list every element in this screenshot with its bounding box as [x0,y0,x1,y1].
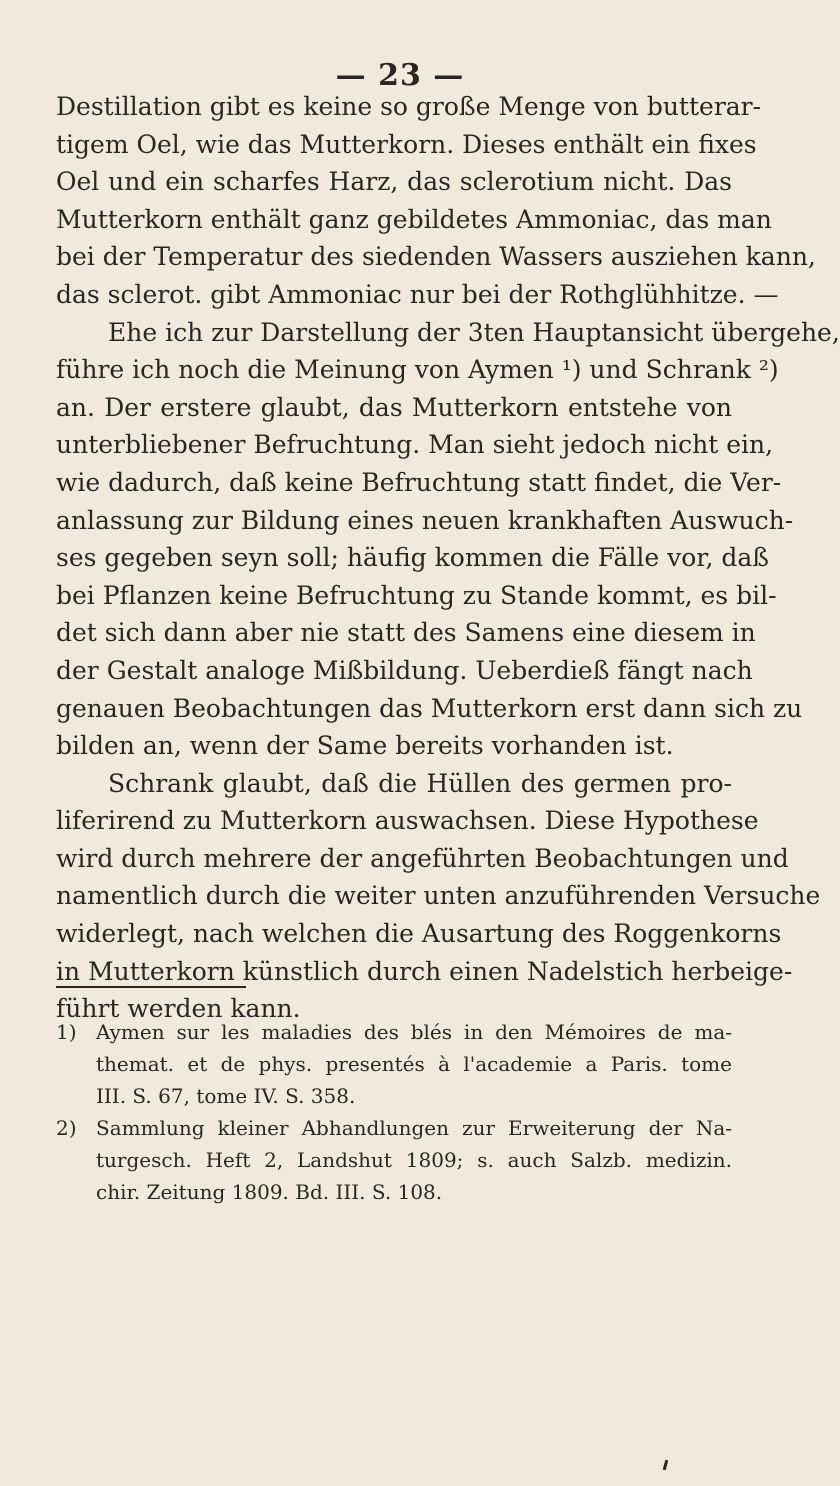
text-line: tigem Oel, wie das Mutterkorn. Dieses enthält ein fixes [56,129,757,159]
text-line: liferirend zu Mutterkorn auswachsen. Diese Hypothese [56,806,759,836]
text-line: wie dadurch, daß keine Befruchtung statt findet, die Ver- [56,467,782,497]
text-line: führt werden kann. [56,994,301,1024]
page-number: — 23 — [335,58,465,93]
body-text [56,88,840,1028]
text-line: an. Der erstere glaubt, das Mutterkorn entstehe von [56,392,732,422]
footnote-2-line [56,1112,732,1144]
text-line: ses gegeben seyn soll; häufig kommen die Fälle vor, daß [56,543,769,573]
text-line: Schrank glaubt, daß die Hüllen des germen pro- [108,768,732,798]
text-line: führe ich noch die Meinung von Aymen ¹) und Schrank ²) [56,355,779,385]
footnotes [56,1016,732,1208]
text-line: Destillation gibt es keine so große Menge von butterar- [56,92,762,121]
footnote-2-line: turgesch. Heft 2, Landshut 1809; s. auch Salzb. medizin. [96,1148,732,1172]
text-line: das sclerot. gibt Ammoniac nur bei der Rothglühhitze. — [56,279,779,309]
print-mark [663,1460,668,1470]
text-line: Mutterkorn enthält ganz gebildetes Ammoniac, das man [56,204,772,234]
footnote-1-line: themat. et de phys. presentés à l'academie a Paris. tome [96,1052,732,1076]
text-line: der Gestalt analoge Mißbildung. Ueberdieß fängt nach [56,655,753,685]
text-line: bei Pflanzen keine Befruchtung zu Stande kommt, es bil- [56,580,777,610]
text-line: det sich dann aber nie statt des Samens eine diesem in [56,618,756,648]
text-line: widerlegt, nach welchen die Ausartung des Roggenkorns [56,919,782,949]
text-line: Ehe ich zur Darstellung der 3ten Hauptansicht übergehe, [108,317,840,347]
text-line: wird durch mehrere der angeführten Beobachtungen und [56,843,789,873]
footnote-1-text: Aymen sur les maladies des blés in den Mémoires de ma- [96,1020,732,1044]
footnote-2-number: 2) [56,1116,77,1140]
text-line: Oel und ein scharfes Harz, das sclerotium nicht. Das [56,167,732,197]
text-line: unterbliebener Befruchtung. Man sieht jedoch nicht ein, [56,430,774,460]
text-line: genauen Beobachtungen das Mutterkorn erst dann sich zu [56,693,803,723]
text-line: bei der Temperatur des siedenden Wassers ausziehen kann, [56,242,816,272]
text-line: anlassung zur Bildung eines neuen krankhaften Auswuch- [56,505,794,535]
text-line: bilden an, wenn der Same bereits vorhanden ist. [56,731,674,761]
text-line: namentlich durch die weiter unten anzuführenden Versuche [56,881,821,911]
footnote-2-line: chir. Zeitung 1809. Bd. III. S. 108. [96,1180,443,1204]
footnote-1-number: 1) [56,1020,77,1044]
footnote-1-line [56,1016,732,1048]
text-line: in Mutterkorn künstlich durch einen Nadelstich herbeige- [56,956,793,986]
footnote-1-line: III. S. 67, tome IV. S. 358. [96,1084,356,1108]
footnote-2-text: Sammlung kleiner Abhandlungen zur Erweiterung der Na- [96,1116,732,1140]
footnote-separator [56,986,246,988]
